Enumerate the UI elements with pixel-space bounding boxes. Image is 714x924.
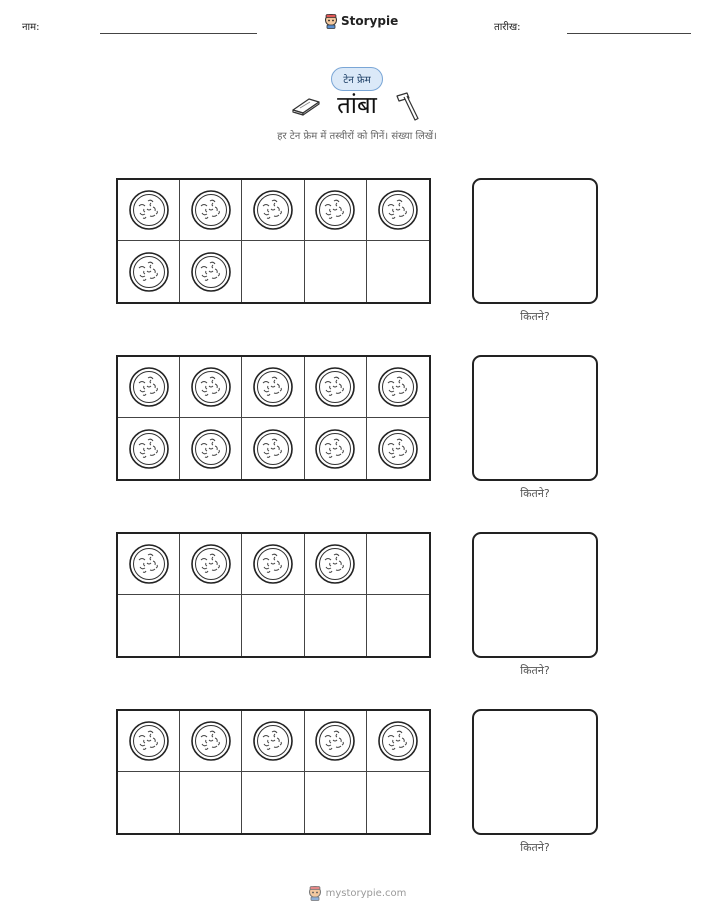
copper-coin-icon bbox=[190, 366, 232, 408]
ten-frame-cell bbox=[367, 418, 429, 479]
storypie-mascot-icon bbox=[324, 13, 338, 29]
ten-frame-cell bbox=[367, 711, 429, 772]
copper-coin-icon bbox=[377, 428, 419, 470]
worksheet-title: तांबा bbox=[337, 91, 377, 119]
ten-frame-cell bbox=[242, 711, 304, 772]
ten-frame-cell bbox=[118, 357, 180, 418]
ten-frame bbox=[116, 178, 431, 304]
footer-site: mystorypie.com bbox=[325, 887, 407, 899]
copper-coin-icon bbox=[190, 189, 232, 231]
ten-frame-cell bbox=[118, 711, 180, 772]
copper-coin-icon bbox=[314, 543, 356, 585]
name-label: नाम: bbox=[22, 22, 40, 33]
copper-coin-icon bbox=[252, 366, 294, 408]
ten-frame-cell bbox=[367, 241, 429, 302]
ten-frame-cell bbox=[180, 595, 242, 656]
ten-frame-cell bbox=[305, 418, 367, 479]
ten-frame-cell bbox=[305, 241, 367, 302]
storypie-mascot-icon bbox=[308, 885, 322, 901]
ten-frame-cell bbox=[242, 418, 304, 479]
answer-box[interactable] bbox=[472, 355, 598, 481]
ten-frame-cell bbox=[180, 241, 242, 302]
date-line[interactable] bbox=[567, 33, 691, 34]
ten-frame bbox=[116, 709, 431, 835]
ten-frame-cell bbox=[305, 534, 367, 595]
ten-frame-cell bbox=[367, 357, 429, 418]
answer-prompt: कितने? bbox=[520, 664, 550, 677]
ten-frame-cell bbox=[242, 772, 304, 833]
ten-frame bbox=[116, 355, 431, 481]
ten-frame-cell bbox=[118, 418, 180, 479]
copper-coin-icon bbox=[314, 720, 356, 762]
copper-coin-icon bbox=[128, 189, 170, 231]
topic-tag: टेन फ्रेम bbox=[331, 67, 383, 91]
instruction-text: हर टेन फ्रेम में तस्वीरों को गिनें। संख्या लिखें। bbox=[277, 131, 437, 142]
ten-frame-cell bbox=[118, 241, 180, 302]
ten-frame bbox=[116, 532, 431, 658]
ten-frame-cell bbox=[180, 357, 242, 418]
copper-coin-icon bbox=[128, 720, 170, 762]
ten-frame-cell bbox=[180, 418, 242, 479]
ten-frame-cell bbox=[180, 180, 242, 241]
copper-coin-icon bbox=[252, 189, 294, 231]
ten-frame-cell bbox=[180, 711, 242, 772]
copper-coin-icon bbox=[252, 720, 294, 762]
copper-coin-icon bbox=[128, 428, 170, 470]
ten-frame-cell bbox=[242, 241, 304, 302]
copper-coin-icon bbox=[252, 428, 294, 470]
copper-coin-icon bbox=[252, 543, 294, 585]
name-line[interactable] bbox=[100, 33, 257, 34]
copper-coin-icon bbox=[377, 720, 419, 762]
footer bbox=[0, 885, 714, 901]
ten-frame-cell bbox=[118, 534, 180, 595]
ten-frame-cell bbox=[367, 180, 429, 241]
ten-frame-cell bbox=[242, 180, 304, 241]
ten-frame-cell bbox=[367, 595, 429, 656]
ten-frame-cell bbox=[305, 180, 367, 241]
brand-logo bbox=[324, 13, 398, 29]
answer-box[interactable] bbox=[472, 709, 598, 835]
copper-coin-icon bbox=[190, 720, 232, 762]
copper-coin-icon bbox=[314, 428, 356, 470]
copper-coin-icon bbox=[190, 543, 232, 585]
ten-frame-cell bbox=[367, 772, 429, 833]
copper-coin-icon bbox=[377, 366, 419, 408]
copper-coin-icon bbox=[190, 428, 232, 470]
ten-frame-cell bbox=[180, 772, 242, 833]
copper-coin-icon bbox=[377, 189, 419, 231]
ten-frame-cell bbox=[118, 180, 180, 241]
answer-prompt: कितने? bbox=[520, 310, 550, 323]
ten-frame-cell bbox=[305, 595, 367, 656]
hammer-icon bbox=[394, 91, 422, 123]
ten-frame-cell bbox=[305, 357, 367, 418]
ten-frame-cell bbox=[242, 595, 304, 656]
answer-prompt: कितने? bbox=[520, 487, 550, 500]
ten-frame-cell bbox=[305, 772, 367, 833]
date-label: तारीख: bbox=[494, 22, 521, 33]
answer-prompt: कितने? bbox=[520, 841, 550, 854]
answer-box[interactable] bbox=[472, 532, 598, 658]
copper-coin-icon bbox=[128, 251, 170, 293]
answer-box[interactable] bbox=[472, 178, 598, 304]
copper-coin-icon bbox=[314, 189, 356, 231]
copper-coin-icon bbox=[190, 251, 232, 293]
ten-frame-cell bbox=[118, 595, 180, 656]
brand-name: Storypie bbox=[341, 14, 399, 28]
ten-frame-cell bbox=[180, 534, 242, 595]
ten-frame-cell bbox=[242, 534, 304, 595]
copper-coin-icon bbox=[314, 366, 356, 408]
ten-frame-cell bbox=[305, 711, 367, 772]
ten-frame-cell bbox=[118, 772, 180, 833]
ten-frame-cell bbox=[367, 534, 429, 595]
copper-coin-icon bbox=[128, 366, 170, 408]
copper-coin-icon bbox=[128, 543, 170, 585]
ten-frame-cell bbox=[242, 357, 304, 418]
